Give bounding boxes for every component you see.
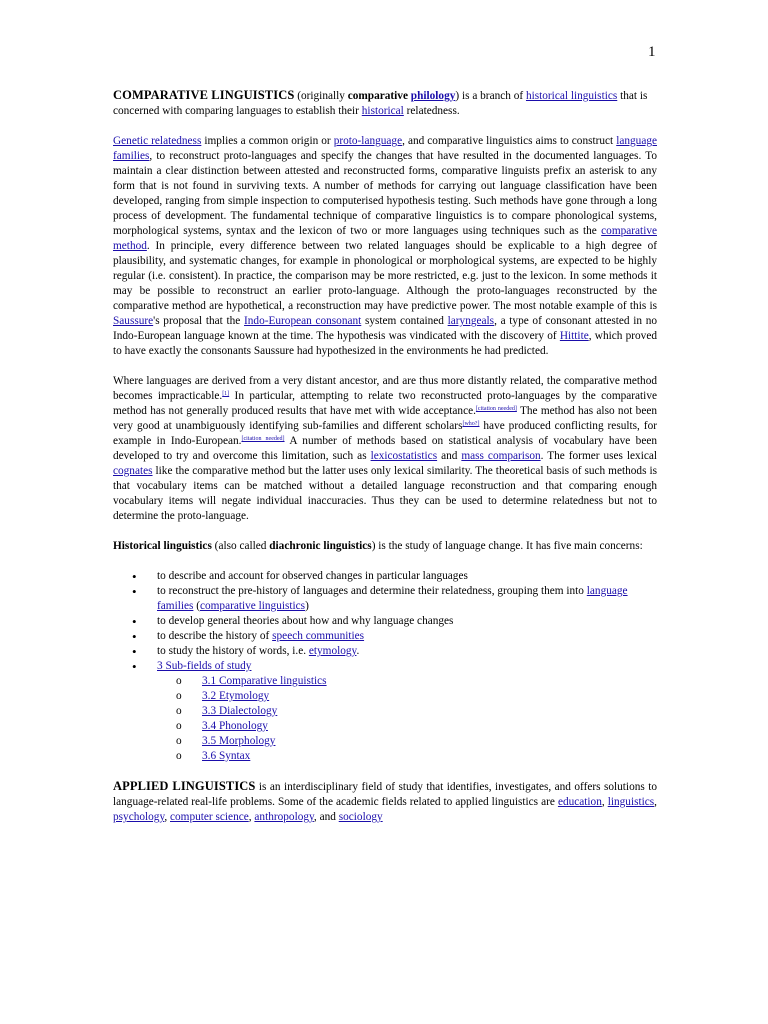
text-run: ) <box>305 600 309 612</box>
paragraph-genetic-relatedness <box>113 134 657 359</box>
link-hittite[interactable]: Hittite <box>559 330 589 342</box>
link-sociology[interactable]: sociology <box>338 811 383 823</box>
link-anthropology[interactable]: anthropology <box>254 811 314 823</box>
circle-bullet-icon: o <box>176 690 182 702</box>
list-item-text: to develop general theories about how and why language changes <box>157 615 454 627</box>
citation-needed-2[interactable]: [citation needed] <box>241 436 285 442</box>
circle-bullet-icon: o <box>176 750 182 762</box>
link-historical-linguistics[interactable]: historical linguistics <box>525 90 618 102</box>
citation-needed-1[interactable]: [citation needed] <box>475 406 517 412</box>
term-applied-linguistics: APPLIED LINGUISTICS <box>113 779 256 793</box>
link-psychology[interactable]: psychology <box>113 811 165 823</box>
text-run: In particular, attempting to relate two reconstructed proto-languages by the comparative method has not generally produced results that have met with wide acceptance. <box>113 390 657 417</box>
text-run: , which proved to have exactly the consonants Saussure had hypothesized in the environments he had predicted. <box>113 330 657 357</box>
list-item <box>113 584 657 614</box>
circle-bullet-icon: o <box>176 675 182 687</box>
term-historical-linguistics: Historical linguistics <box>113 540 212 552</box>
text-run: system contained <box>361 315 448 327</box>
text-run: (also called <box>211 540 270 552</box>
page-number: 1 <box>648 44 656 60</box>
link-genetic-relatedness[interactable]: Genetic relatedness <box>113 135 202 147</box>
document-body <box>113 88 657 825</box>
list-item-text: to describe and account for observed changes in particular languages <box>157 570 468 582</box>
link-laryngeals[interactable]: laryngeals <box>447 315 495 327</box>
text-run: and <box>437 450 462 462</box>
text-run: A number of methods based on statistical analysis of vocabulary have been developed to try and overcome this limitation, such as <box>113 435 657 462</box>
link-saussure[interactable]: Saussure <box>113 315 154 327</box>
link-lexicostatistics[interactable]: lexicostatistics <box>370 450 438 462</box>
paragraph-applied-linguistics <box>113 779 657 825</box>
term-comparative-linguistics: COMPARATIVE LINGUISTICS <box>113 88 295 102</box>
text-run: . <box>356 645 360 657</box>
citation-ref-1[interactable]: [1] <box>222 391 230 397</box>
sub-list-item <box>157 689 657 704</box>
text-run: , <box>601 796 608 808</box>
paragraph-distant-ancestor <box>113 374 657 524</box>
list-item <box>113 659 657 764</box>
link-language-families[interactable]: language families <box>113 135 657 162</box>
link-mass-comparison[interactable]: mass comparison <box>461 450 541 462</box>
link-subfield-dialectology[interactable]: 3.3 Dialectology <box>202 705 278 717</box>
link-indo-european-consonant[interactable]: Indo-European consonant <box>244 315 362 327</box>
citation-who[interactable]: [who?] <box>462 421 480 427</box>
text-run: , a type of consonant attested in no Indo-European language known at the time. The hypothesis was vindicated with the discovery of <box>113 315 657 342</box>
spacer <box>113 119 657 134</box>
paragraph-historical-linguistics <box>113 539 657 554</box>
text-run: ) is the study of language change. It has five main concerns: <box>371 540 643 552</box>
link-subfield-phonology[interactable]: 3.4 Phonology <box>202 720 268 732</box>
circle-bullet-icon: o <box>176 720 182 732</box>
sub-list-item <box>157 749 657 764</box>
link-computer-science[interactable]: computer science <box>170 811 249 823</box>
bold-comparative: comparative <box>347 90 408 102</box>
link-education[interactable]: education <box>557 796 602 808</box>
link-language-families-2[interactable]: language families <box>157 585 628 612</box>
link-proto-language[interactable]: proto-language <box>333 135 403 147</box>
list-item <box>113 629 657 644</box>
sub-list-item <box>157 719 657 734</box>
link-subfield-morphology[interactable]: 3.5 Morphology <box>202 735 276 747</box>
text-run: ( <box>193 600 200 612</box>
list-item-text: to describe the history of <box>157 630 273 642</box>
paragraph-comparative-linguistics <box>113 88 657 119</box>
list-item <box>113 614 657 629</box>
link-historical[interactable]: historical <box>361 105 404 117</box>
spacer <box>113 764 657 779</box>
link-philology[interactable]: philology <box>410 90 456 102</box>
text-run: that is concerned with comparing languages to establish their <box>113 90 648 117</box>
text-run: The method has also not been very good at unambiguously identifying sub-families and different scholars <box>113 405 657 432</box>
spacer <box>113 524 657 539</box>
spacer <box>113 554 657 569</box>
text-run: , and <box>313 811 339 823</box>
link-comparative-linguistics[interactable]: comparative linguistics <box>199 600 306 612</box>
link-etymology[interactable]: etymology <box>308 645 357 657</box>
text-run: like the comparative method but the latter uses only lexical similarity. The theoretical basis of such methods is that vocabulary items can be matched without a detailed language reconstruction and that comparing enough vocabulary items will negate individual inaccuracies. Thus they can be used to determine relatedness but not to determine the proto-language. <box>113 465 657 522</box>
sub-list-item <box>157 734 657 749</box>
text-run: implies a common origin or <box>201 135 334 147</box>
link-subfield-etymology[interactable]: 3.2 Etymology <box>202 690 270 702</box>
text-run: . The former uses lexical <box>540 450 658 462</box>
list-item-text: to study the history of words, i.e. <box>157 645 309 657</box>
link-cognates[interactable]: cognates <box>113 465 153 477</box>
text-run: . In principle, every difference between two related languages should be explicable to a high degree of plausibility, and systematic changes, for example in phonological or morphological systems, are expected to be highly regular (i.e. consistent). In practice, the comparison may be more restricted, e.g. just to the lexicon. In some methods it may be possible to reconstruct an earlier proto-language. Although the proto-languages reconstructed by the comparative method are hypothetical, a reconstruction may have predictive power. The most notable example of this is <box>113 240 657 312</box>
text-run: relatedness. <box>403 105 460 117</box>
link-subfield-comparative-linguistics[interactable]: 3.1 Comparative linguistics <box>202 675 327 687</box>
list-item <box>113 569 657 584</box>
link-subfield-syntax[interactable]: 3.6 Syntax <box>202 750 251 762</box>
text-run: , <box>248 811 255 823</box>
list-item-text: to reconstruct the pre-history of languages and determine their relatedness, grouping them into <box>157 585 587 597</box>
circle-bullet-icon: o <box>176 705 182 717</box>
link-comparative-method[interactable]: comparative method <box>113 225 657 252</box>
link-linguistics[interactable]: linguistics <box>607 796 655 808</box>
circle-bullet-icon: o <box>176 735 182 747</box>
term-diachronic-linguistics: diachronic linguistics <box>269 540 372 552</box>
text-run: , and comparative linguistics aims to construct <box>402 135 617 147</box>
text-run: 's proposal that the <box>153 315 245 327</box>
list-item <box>113 644 657 659</box>
sub-list-item <box>157 674 657 689</box>
sub-fields-list <box>157 674 657 764</box>
text-run: Where languages are derived from a very distant ancestor, and are thus more distantly related, the comparative method becomes impracticable. <box>113 375 657 402</box>
link-sub-fields-of-study[interactable]: 3 Sub-fields of study <box>157 660 252 672</box>
text-run: is an interdisciplinary field of study that identifies, investigates, and offers solutions to language-related real-life problems. Some of the academic fields related to applied linguistics are <box>113 781 657 808</box>
text-run: , <box>654 796 657 808</box>
text-run: ) is a branch of <box>455 90 526 102</box>
text-run: have produced conflicting results, for example in Indo-European. <box>113 420 657 447</box>
spacer <box>113 359 657 374</box>
link-speech-communities[interactable]: speech communities <box>272 630 365 642</box>
sub-list-item <box>157 704 657 719</box>
text-run: , to reconstruct proto-languages and specify the changes that have resulted in the documented languages. To maintain a clear distinction between attested and reconstructed forms, comparative linguists prefix an asterisk to any form that is not found in surviving texts. A number of methods for carrying out language classification have been developed, ranging from simple inspection to computerised hypothesis testing. Such methods have gone through a long process of development. The fundamental technique of comparative linguistics is to compare phonological systems, morphological systems, syntax and the lexicon of two or more languages using techniques such as the <box>113 150 657 237</box>
text-run: (originally <box>294 90 348 102</box>
text-run: , <box>164 811 171 823</box>
concerns-list <box>113 569 657 764</box>
